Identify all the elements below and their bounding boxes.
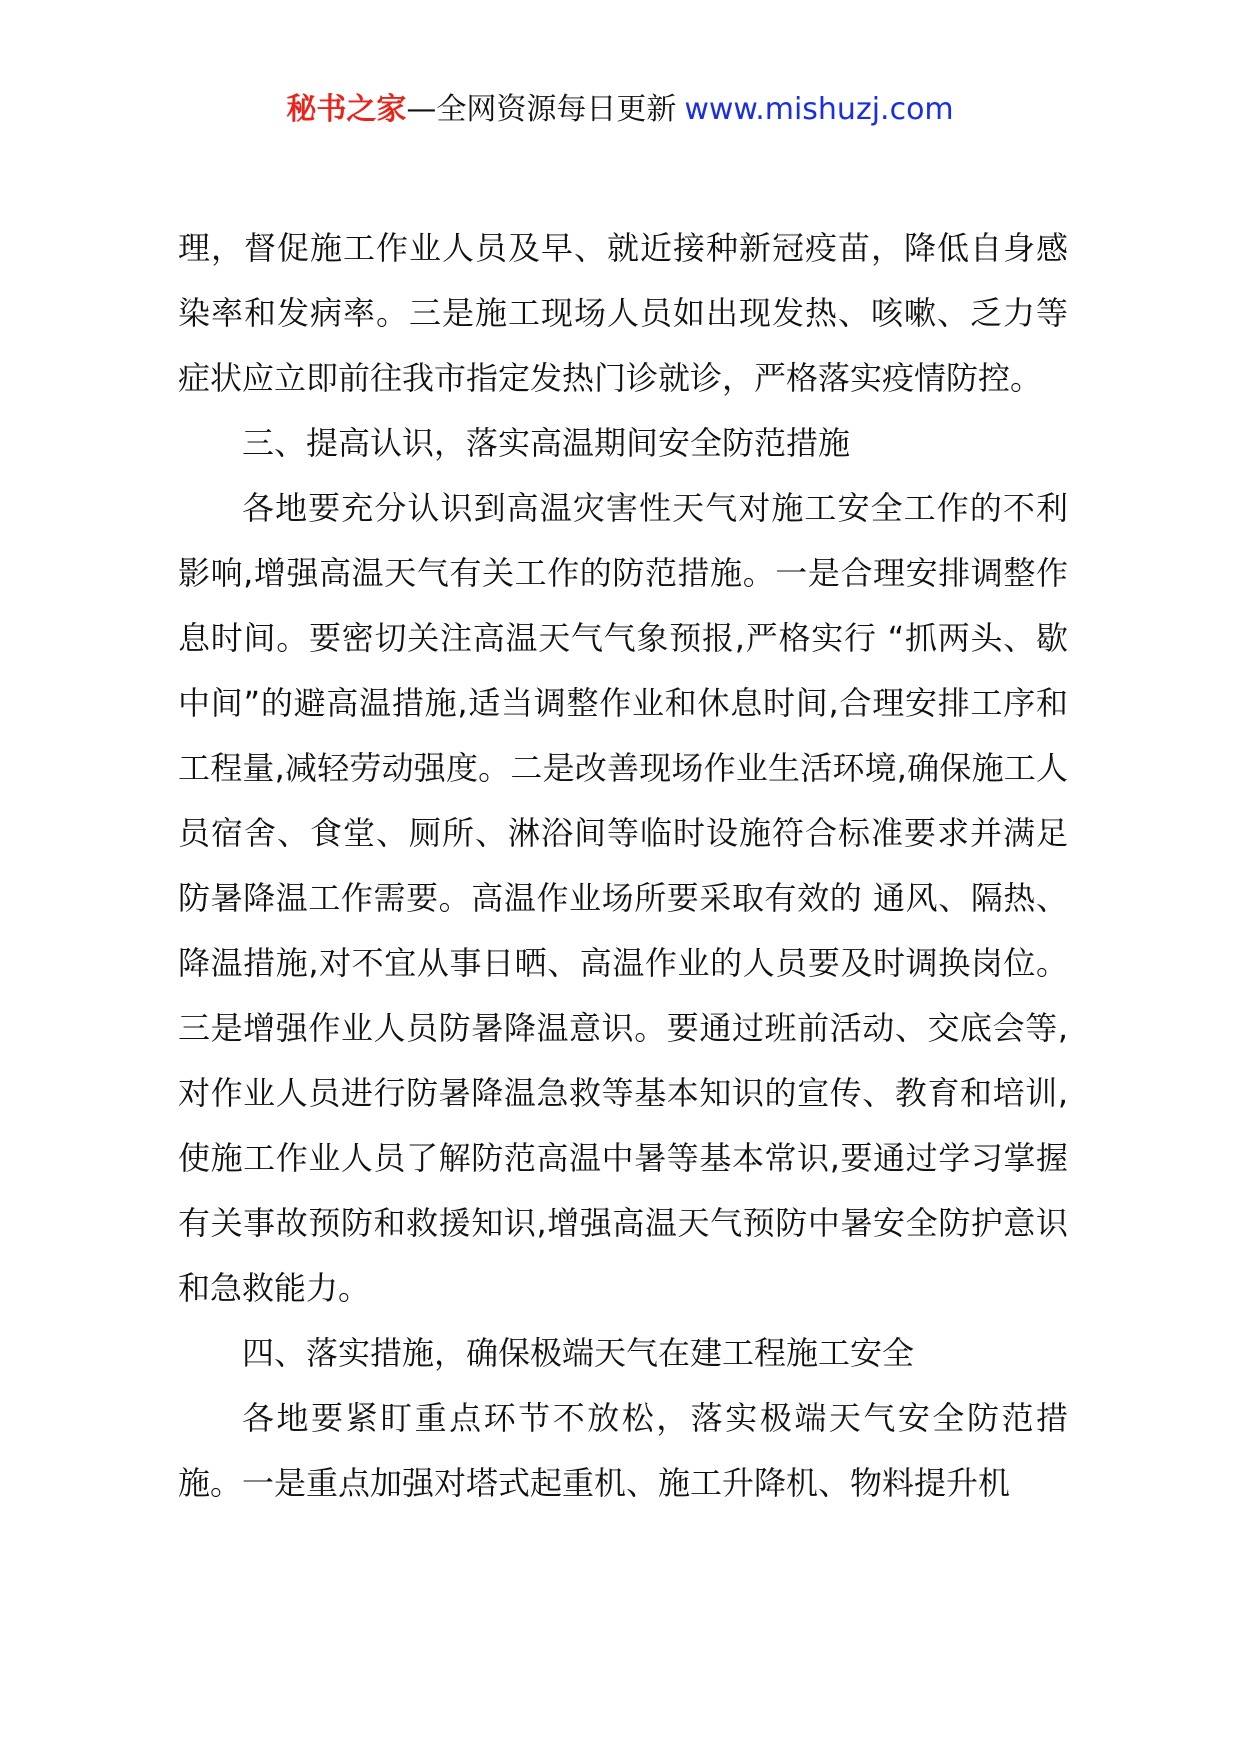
page-header bbox=[0, 88, 1240, 132]
website-link[interactable]: www.mishuzj.com bbox=[684, 92, 954, 127]
paragraph-high-temperature: 各地要充分认识到高温灾害性天气对施工安全工作的不利影响,增强高温天气有关工作的防范措施。一是合理安排调整作息时间。要密切关注高温天气气象预报,严格实行 “抓两头、歇中间”的避高温措施,适当调整作业和休息时间,合理安排工序和工程量,减轻劳动强度。二是改善现场作业生活环境,确保施工人员宿舍、食堂、厕所、淋浴间等临时设施符合标准要求并满足防暑降温工作需要。高温作业场所要采取有效的 通风、隔热、降温措施,对不宜从事日晒、高温作业的人员要及时调换岗位。三是增强作业人员防暑降温意识。要通过班前活动、交底会等,对作业人员进行防暑降温急救等基本知识的宣传、教育和培训,使施工作业人员了解防范高温中暑等基本常识,要通过学习掌握有关事故预防和救援知识,增强高温天气预防中暑安全防护意识和急救能力。 bbox=[178, 489, 1068, 1307]
section-heading-4: 四、落实措施，确保极端天气在建工程施工安全 bbox=[242, 1334, 915, 1372]
document-body bbox=[178, 216, 1068, 1516]
paragraph-extreme-weather: 各地要紧盯重点环节不放松，落实极端天气安全防范措施。一是重点加强对塔式起重机、施工升降机、物料提升机 bbox=[178, 1399, 1068, 1502]
brand-name: 秘书之家 bbox=[286, 92, 407, 127]
paragraph-continuation: 理，督促施工作业人员及早、就近接种新冠疫苗，降低自身感染率和发病率。三是施工现场人员如出现发热、咳嗽、乏力等症状应立即前往我市指定发热门诊就诊，严格落实疫情防控。 bbox=[178, 229, 1068, 397]
section-heading-3: 三、提高认识，落实高温期间安全防范措施 bbox=[242, 424, 851, 462]
header-tagline: —全网资源每日更新 bbox=[406, 92, 677, 127]
